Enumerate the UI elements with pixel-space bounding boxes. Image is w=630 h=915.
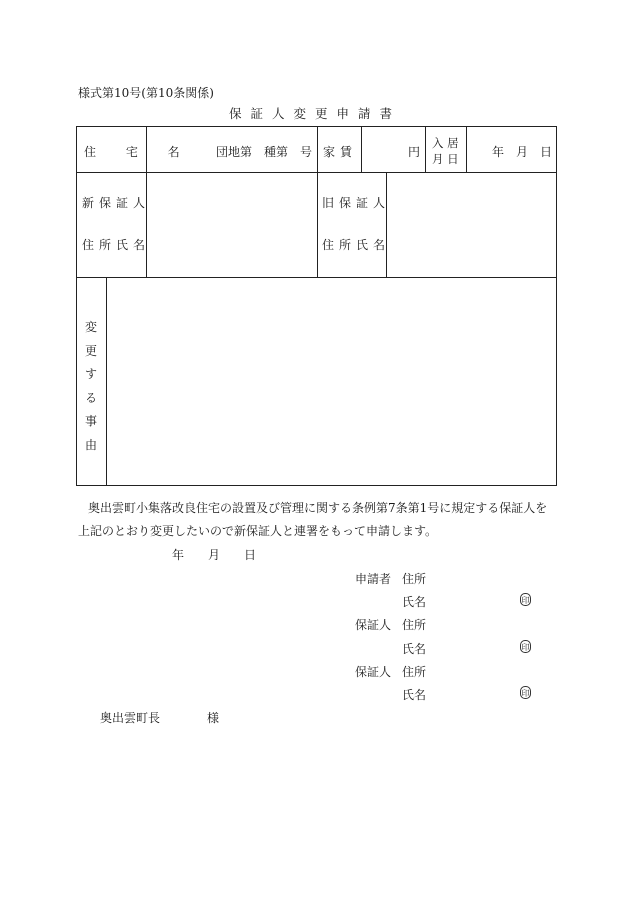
- col-divider-yen: [425, 126, 426, 172]
- new-guarantor-address-label: 住所氏名: [82, 238, 151, 252]
- applicant-seal-icon: 印: [520, 593, 531, 606]
- guarantor2-address-label: 住所: [402, 665, 427, 679]
- new-guarantor-label: 新保証人: [82, 196, 151, 210]
- reason-char: 変: [84, 320, 97, 334]
- addressee: 奥出雲町長: [100, 711, 161, 725]
- col-divider-rent: [361, 126, 362, 172]
- applicant-name-label: 氏名: [402, 595, 427, 609]
- application-paragraph-line1: 奥出雲町小集落改良住宅の設置及び管理に関する条例第7条第1号に規定する保証人を: [88, 501, 548, 515]
- old-guarantor-label: 旧保証人: [322, 196, 391, 210]
- move-in-label-line1: 入 居: [432, 136, 459, 150]
- guarantor2-role: 保証人: [355, 665, 392, 679]
- form-number: 様式第10号(第10条関係): [78, 86, 214, 100]
- honorific: 様: [207, 711, 220, 725]
- application-date: 年 月 日: [172, 548, 257, 562]
- row-divider-2: [76, 277, 557, 278]
- col-divider-reason: [106, 277, 107, 486]
- reason-for-change-label: [76, 316, 106, 457]
- applicant-role: 申請者: [355, 572, 392, 586]
- rent-label: 家賃: [323, 145, 358, 159]
- move-in-label-line2: 月 日: [432, 152, 459, 166]
- housing-name-label: 住 宅 名: [84, 145, 193, 159]
- applicant-address-label: 住所: [402, 572, 427, 586]
- guarantor1-address-label: 住所: [402, 618, 427, 632]
- yen-unit: 円: [408, 145, 421, 159]
- housing-number-field: 団地第 種第 号: [216, 145, 313, 159]
- application-paragraph-line2: 上記のとおり変更したいので新保証人と連署をもって申請します。: [78, 524, 438, 538]
- guarantor2-seal-icon: 印: [520, 686, 531, 699]
- col-divider-movein: [466, 126, 467, 172]
- reason-char: る: [84, 390, 97, 405]
- form-title: 保証人変更申請書: [228, 106, 401, 121]
- guarantor1-role: 保証人: [355, 618, 392, 632]
- guarantor1-seal-icon: 印: [520, 640, 531, 653]
- reason-char: 更: [84, 343, 97, 358]
- col-divider-old-guarantor: [386, 172, 387, 277]
- reason-char: す: [84, 367, 97, 381]
- reason-char: 事: [84, 414, 97, 428]
- reason-char: 由: [84, 437, 97, 452]
- old-guarantor-address-label: 住所氏名: [322, 238, 391, 252]
- col-divider-mid: [317, 126, 318, 277]
- guarantor1-name-label: 氏名: [402, 642, 427, 656]
- move-in-date-field: 年 月 日: [492, 145, 553, 159]
- guarantor2-name-label: 氏名: [402, 688, 427, 702]
